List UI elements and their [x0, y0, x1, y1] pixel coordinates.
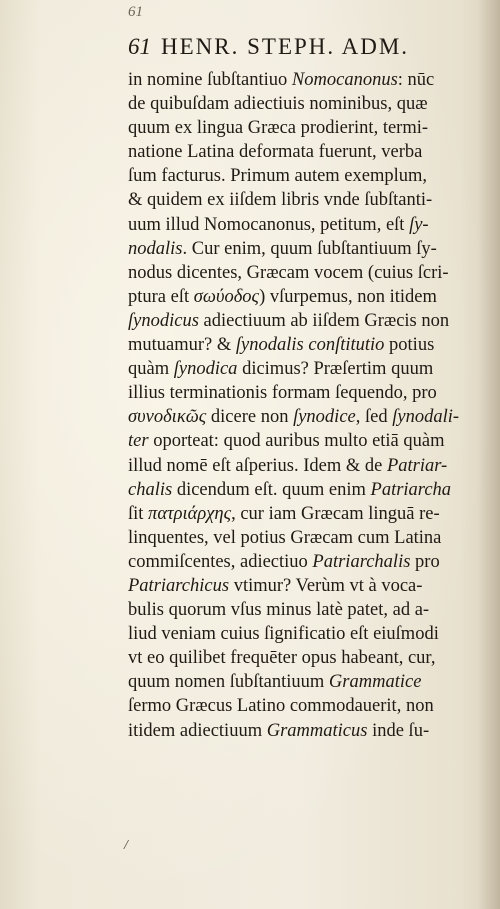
italic-word: Nomocanonus [291, 70, 398, 90]
text-run: & quidem ex iiſdem libris vnde ſubſtanti- [128, 190, 433, 211]
italic-word: Patriar- [386, 455, 448, 476]
text-run: nodus dicentes, Græcam vocem (cuius ſcri- [128, 262, 449, 283]
running-header [128, 34, 409, 60]
text-line [128, 719, 488, 743]
italic-word: πατριάρχης [148, 503, 232, 524]
text-run: in nomine ſubſtantiuo [128, 70, 292, 90]
text-line [128, 405, 488, 429]
text-line [128, 454, 488, 478]
text-run: illud nomē eſt aſperius. Idem & de [128, 455, 387, 476]
text-run: bulis quorum vſus minus latè patet, ad a- [128, 600, 430, 621]
text-run: vt eo quilibet frequēter opus habeant, cur, [128, 648, 436, 669]
text-line [128, 285, 488, 309]
text-run: illius terminationis formam ſequendo, pro [128, 383, 437, 404]
italic-word: chalis [128, 479, 173, 500]
running-title: HENR. STEPH. ADM. [161, 34, 410, 59]
text-run: ptura eſt [128, 286, 194, 307]
text-run: mutuamur? & [128, 335, 236, 356]
text-run: de quibuſdam adiectiuis nominibus, quæ [128, 94, 428, 115]
text-run: : nūc [397, 70, 435, 90]
text-line [128, 140, 488, 164]
text-run: ſit [128, 503, 149, 524]
text-run: uum illud Nomocanonus, petitum, eſt [128, 214, 410, 235]
text-run: linquentes, vel potius Græcam cum Latina [128, 527, 442, 548]
page-number: 61 [128, 34, 151, 59]
text-line [128, 309, 488, 333]
text-line [128, 478, 488, 502]
italic-word: ſynodica [173, 359, 238, 380]
text-run: inde ſu- [367, 720, 430, 741]
text-run: natione Latina deformata fuerunt, verba [128, 142, 423, 163]
text-line [128, 598, 488, 622]
italic-word: Patriarchalis [312, 551, 411, 572]
text-run: , cur iam Græcam linguā re- [231, 503, 440, 524]
text-line [128, 92, 488, 116]
text-run: ſermo Græcus Latino commodauerit, non [128, 696, 434, 717]
italic-word: Patriarcha [370, 479, 452, 500]
text-line [128, 526, 488, 550]
text-run: liud veniam cuius ſignificatio eſt eiuſmodi [128, 624, 439, 645]
text-run: dicendum eſt. quum enim [172, 479, 371, 500]
italic-word: Grammaticus [266, 720, 368, 741]
italic-word: σωύοδος [193, 286, 260, 307]
text-line [128, 622, 488, 646]
text-line [128, 188, 488, 212]
stray-ink-mark: / [124, 838, 128, 853]
text-line [128, 502, 488, 526]
text-run: itidem adiectiuum [128, 720, 267, 741]
text-run: oporteat: quod auribus multo etiā quàm [148, 431, 445, 452]
text-run: potius [384, 335, 435, 356]
text-run: , ſed [355, 407, 393, 428]
text-run: ) vſurpemus, non itidem [259, 286, 437, 307]
text-run: dicimus? Præſertim quum [237, 359, 434, 380]
text-run: vtimur? Verùm vt à voca- [229, 575, 423, 596]
text-line [128, 550, 488, 574]
text-run: quum nomen ſubſtantiuum [128, 672, 329, 693]
text-line [128, 429, 488, 453]
text-line [128, 574, 488, 598]
text-run: quàm [128, 359, 174, 380]
text-line [128, 381, 488, 405]
text-line [128, 333, 488, 357]
text-line [128, 694, 488, 718]
text-line [128, 213, 488, 237]
italic-word: συνοδικῶς [128, 407, 207, 428]
text-run: . Cur enim, quum ſubſtantiuum ſy- [182, 238, 437, 259]
italic-word: ſynodicus [128, 310, 199, 331]
text-run: quum ex lingua Græca prodierint, termi- [128, 118, 429, 139]
text-run: pro [410, 551, 440, 572]
text-run: ſum facturus. Primum autem exemplum, [128, 166, 428, 187]
italic-word: ſy- [409, 214, 429, 235]
italic-word: Grammatice [328, 672, 422, 693]
italic-word: Patriarchicus [128, 575, 230, 596]
text-run: adiectiuum ab iiſdem Græcis non [198, 310, 450, 331]
text-run: commiſcentes, adiectiuo [128, 551, 313, 572]
italic-word: ter [128, 431, 149, 452]
text-run: dicere non [206, 407, 294, 428]
folio-number: 61 [128, 4, 143, 20]
italic-word: ſynodali- [392, 407, 460, 428]
text-line [128, 68, 488, 92]
italic-word: nodalis [128, 238, 183, 259]
italic-word: ſynodice [293, 407, 356, 428]
text-line [128, 261, 488, 285]
text-line [128, 646, 488, 670]
body-text [128, 68, 488, 743]
text-line [128, 670, 488, 694]
text-line [128, 116, 488, 140]
text-line [128, 357, 488, 381]
text-line [128, 164, 488, 188]
text-line [128, 237, 488, 261]
italic-word: ſynodalis conſtitutio [235, 335, 385, 356]
